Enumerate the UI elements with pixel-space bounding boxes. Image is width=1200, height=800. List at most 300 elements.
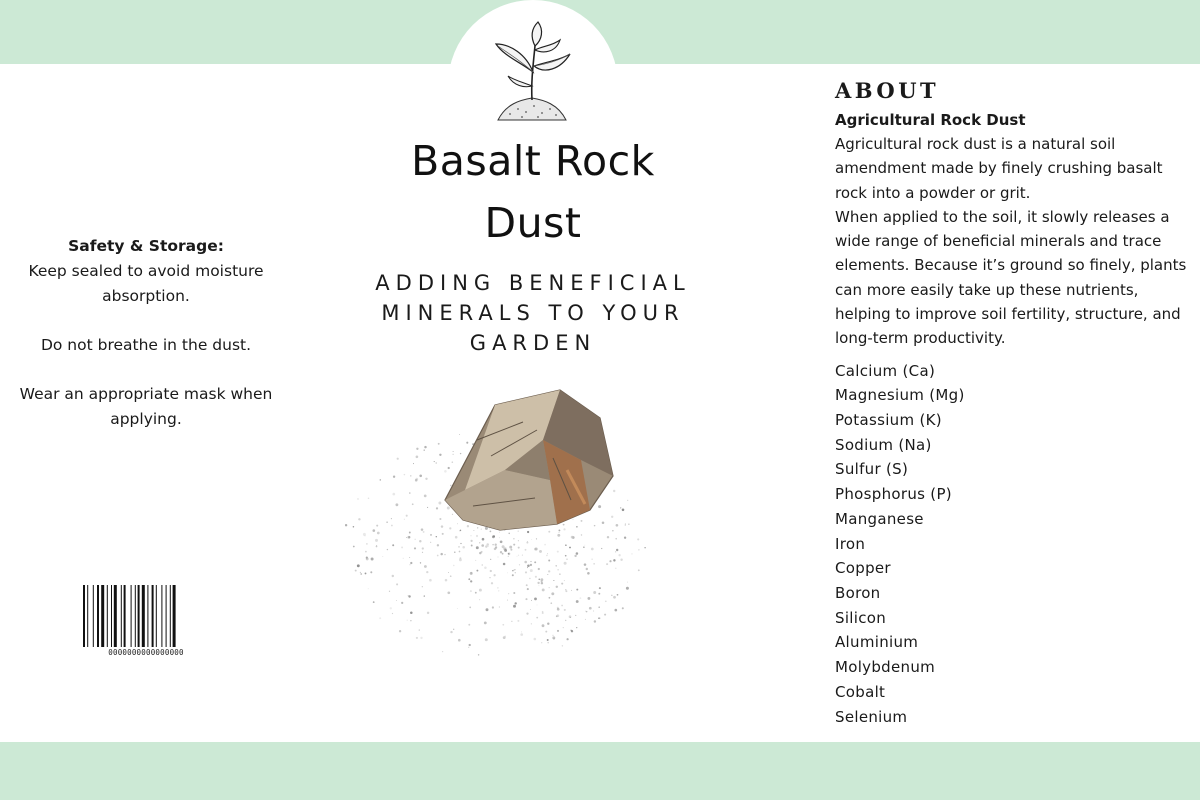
dust-particle xyxy=(502,553,504,555)
dust-particle xyxy=(559,532,560,533)
dust-particle xyxy=(576,589,578,591)
dust-particle xyxy=(499,607,500,608)
dust-particle xyxy=(557,534,560,537)
dust-particle xyxy=(589,607,592,610)
dust-particle xyxy=(561,583,563,585)
safety-line-mask: Wear an appropriate mask when applying. xyxy=(19,385,273,428)
dust-particle xyxy=(370,571,372,573)
dust-particle xyxy=(548,570,550,572)
dust-particle xyxy=(526,584,528,586)
dust-particle xyxy=(454,552,455,553)
dust-particle xyxy=(490,559,491,560)
barcode-bar xyxy=(83,585,85,647)
dust-particle xyxy=(613,490,615,492)
dust-particle xyxy=(527,588,529,590)
dust-particle xyxy=(537,604,538,605)
dust-particle xyxy=(499,537,500,538)
dust-particle xyxy=(397,458,399,460)
dust-particle xyxy=(392,613,393,614)
about-paragraph-1: Agricultural rock dust is a natural soil amendment made by finely crushing basalt rock into a powder or grit. xyxy=(835,135,1163,202)
dust-particle xyxy=(401,546,403,548)
barcode-bar xyxy=(93,585,94,647)
dust-particle xyxy=(377,532,380,535)
dust-particle xyxy=(504,636,506,638)
dust-particle xyxy=(536,617,538,619)
dust-particle xyxy=(410,611,413,614)
dust-particle xyxy=(536,538,537,539)
dust-particle xyxy=(545,631,547,633)
dust-particle xyxy=(534,548,537,551)
dust-particle xyxy=(518,540,519,541)
dust-particle xyxy=(530,561,531,562)
dust-particle xyxy=(470,572,473,575)
dust-particle xyxy=(616,524,619,527)
dust-particle xyxy=(613,559,615,561)
dust-particle xyxy=(525,549,527,551)
dust-particle xyxy=(599,587,601,589)
dust-particle xyxy=(530,569,533,572)
dust-particle xyxy=(424,449,425,450)
dust-particle xyxy=(527,564,530,567)
dust-particle xyxy=(512,574,514,576)
dust-particle xyxy=(392,575,394,577)
mineral-item: Sodium (Na) xyxy=(835,435,932,454)
dust-particle xyxy=(401,602,403,604)
dust-particle xyxy=(479,542,480,543)
dust-particle xyxy=(513,544,515,546)
dust-particle xyxy=(410,562,412,564)
dust-particle xyxy=(497,587,498,588)
dust-particle xyxy=(586,611,588,613)
dust-particle xyxy=(409,532,411,534)
dust-particle xyxy=(548,560,550,562)
dust-particle xyxy=(557,614,560,617)
dust-particle xyxy=(614,609,617,612)
dust-particle xyxy=(450,575,452,577)
dust-particle xyxy=(420,562,421,563)
dust-particle xyxy=(531,600,532,601)
dust-particle xyxy=(604,614,606,616)
dust-particle xyxy=(452,454,453,455)
dust-particle xyxy=(598,617,599,618)
dust-particle xyxy=(584,545,585,546)
about-section xyxy=(835,76,1197,729)
dust-particle xyxy=(425,478,427,480)
bottom-band xyxy=(0,742,1200,800)
dust-particle xyxy=(429,579,432,582)
dust-particle xyxy=(453,451,454,452)
dust-particle xyxy=(508,553,511,556)
dust-particle xyxy=(521,631,522,632)
dust-particle xyxy=(473,530,474,531)
dust-particle xyxy=(422,586,423,587)
dust-particle xyxy=(517,620,519,622)
dust-particle xyxy=(606,563,608,565)
dust-particle xyxy=(363,533,366,536)
dust-particle xyxy=(552,635,553,636)
minerals-list xyxy=(835,359,1197,730)
dust-particle xyxy=(569,547,571,549)
dust-particle xyxy=(557,608,560,611)
dust-particle xyxy=(514,602,516,604)
dust-particle xyxy=(408,595,410,597)
dust-particle xyxy=(601,548,602,549)
dust-particle xyxy=(447,507,450,510)
product-title xyxy=(350,130,716,254)
dust-particle xyxy=(422,552,423,553)
dust-particle xyxy=(360,573,362,575)
dust-particle xyxy=(479,599,480,600)
dust-particle xyxy=(419,474,422,477)
dust-particle xyxy=(513,538,514,539)
dust-particle xyxy=(386,521,388,523)
product-title-line-2: Dust xyxy=(484,199,582,247)
dust-particle xyxy=(459,559,462,562)
dust-particle xyxy=(625,524,627,526)
dust-particle xyxy=(373,529,376,532)
dust-particle xyxy=(424,446,426,448)
dust-particle xyxy=(571,590,572,591)
dust-particle xyxy=(542,588,545,591)
dust-particle xyxy=(477,527,478,528)
dust-particle xyxy=(409,557,410,558)
barcode-bar xyxy=(152,585,154,647)
dust-particle xyxy=(564,609,566,611)
dust-particle xyxy=(439,454,441,456)
dust-particle xyxy=(376,545,377,546)
dust-particle xyxy=(479,552,481,554)
dust-particle xyxy=(414,547,416,549)
dust-particle xyxy=(470,540,472,542)
tagline-line-2: MINERALS TO YOUR xyxy=(381,301,685,325)
dust-particle xyxy=(391,525,393,527)
dust-particle xyxy=(558,529,560,531)
dust-particle xyxy=(518,530,519,531)
dust-particle xyxy=(466,442,468,444)
dust-particle xyxy=(571,536,574,539)
barcode-bar xyxy=(135,585,136,647)
dust-particle xyxy=(550,602,552,604)
dust-particle xyxy=(556,586,558,588)
dust-particle xyxy=(421,528,424,531)
mineral-item: Potassium (K) xyxy=(835,411,942,430)
dust-particle xyxy=(637,538,639,540)
dust-particle xyxy=(410,620,411,621)
dust-particle xyxy=(396,583,398,585)
dust-particle xyxy=(373,601,375,603)
dust-particle xyxy=(541,642,542,643)
dust-particle xyxy=(564,562,567,565)
dust-particle xyxy=(583,547,584,548)
mineral-item: Phosphorus (P) xyxy=(835,485,952,504)
dust-particle xyxy=(440,553,442,555)
dust-particle xyxy=(436,462,437,463)
dust-particle xyxy=(441,525,443,527)
mineral-item: Boron xyxy=(835,584,881,602)
dust-particle xyxy=(365,572,367,574)
dust-particle xyxy=(537,582,539,584)
dust-particle xyxy=(438,502,441,505)
barcode-bar xyxy=(111,585,112,647)
safety-heading: Safety & Storage: xyxy=(68,237,224,255)
dust-particle xyxy=(538,585,539,586)
dust-particle xyxy=(531,623,532,624)
dust-particle xyxy=(508,556,509,557)
dust-particle xyxy=(448,572,449,573)
dust-particle xyxy=(368,497,370,499)
dust-particle xyxy=(458,546,459,547)
dust-particle xyxy=(617,594,619,596)
dust-particle xyxy=(490,531,492,533)
dust-particle xyxy=(416,455,419,458)
dust-particle xyxy=(638,569,640,571)
dust-particle xyxy=(427,612,429,614)
dust-particle xyxy=(481,544,484,547)
dust-particle xyxy=(475,560,476,561)
dust-particle xyxy=(611,516,613,518)
dust-particle xyxy=(409,564,410,565)
dust-particle xyxy=(632,553,633,554)
dust-particle xyxy=(547,642,549,644)
dust-particle xyxy=(571,630,573,632)
dust-particle xyxy=(460,453,461,454)
dust-particle xyxy=(627,500,628,501)
dust-particle xyxy=(357,564,360,567)
dust-particle xyxy=(459,434,460,435)
mineral-item: Molybdenum xyxy=(835,658,936,677)
dust-particle xyxy=(470,580,472,582)
dust-particle xyxy=(452,514,453,515)
dust-particle xyxy=(444,554,445,555)
dust-particle xyxy=(476,570,478,572)
tagline-line-3: GARDEN xyxy=(469,331,597,355)
dust-particle xyxy=(547,574,548,575)
dust-particle xyxy=(542,624,545,627)
mineral-item: Copper xyxy=(835,559,891,578)
dust-particle xyxy=(404,474,405,475)
dust-particle xyxy=(573,519,574,520)
dust-particle xyxy=(436,536,437,537)
dust-particle xyxy=(478,654,479,655)
dust-particle xyxy=(526,542,528,544)
dust-particle xyxy=(620,507,621,508)
dust-particle xyxy=(392,493,395,496)
dust-particle xyxy=(481,528,482,529)
dust-particle xyxy=(548,531,550,533)
barcode-bar xyxy=(156,585,157,647)
dust-particle xyxy=(547,622,549,624)
dust-particle xyxy=(580,597,582,599)
dust-particle xyxy=(447,591,450,594)
dust-particle xyxy=(416,448,418,450)
mineral-item: Manganese xyxy=(835,509,924,528)
dust-particle xyxy=(419,540,421,542)
dust-particle xyxy=(406,537,407,538)
dust-particle xyxy=(609,560,611,562)
dust-particle xyxy=(547,639,549,641)
dust-particle xyxy=(500,540,503,543)
dust-particle xyxy=(491,582,493,584)
dust-particle xyxy=(517,556,518,557)
dust-particle xyxy=(538,578,540,580)
dust-particle xyxy=(584,563,587,566)
dust-particle xyxy=(389,591,390,592)
dust-particle xyxy=(544,544,546,546)
dust-particle xyxy=(520,633,523,636)
dust-particle xyxy=(469,644,471,646)
barcode-bar xyxy=(147,585,148,647)
dust-particle xyxy=(624,537,626,539)
dust-particle xyxy=(563,627,564,628)
mineral-item: Magnesium (Mg) xyxy=(835,386,965,405)
dust-particle xyxy=(406,515,408,517)
tagline-line-1: ADDING BENEFICIAL xyxy=(375,271,691,295)
dust-particle xyxy=(587,572,590,575)
dust-particle xyxy=(549,587,550,588)
dust-particle xyxy=(522,555,523,556)
dust-particle xyxy=(375,539,378,542)
dust-particle xyxy=(615,538,617,540)
dust-particle xyxy=(576,552,579,555)
dust-particle xyxy=(497,556,498,557)
dust-particle xyxy=(453,629,454,630)
barcode-bar xyxy=(142,585,145,647)
dust-particle xyxy=(393,476,395,478)
dust-particle xyxy=(444,470,447,473)
dust-particle xyxy=(458,639,461,642)
dust-particle xyxy=(524,561,527,564)
mineral-item: Aluminium xyxy=(835,633,919,652)
dust-particle xyxy=(628,524,629,525)
dust-particle xyxy=(518,555,519,556)
dust-particle xyxy=(531,539,532,540)
dust-particle xyxy=(427,507,428,508)
mineral-item: Cobalt xyxy=(835,682,886,701)
product-title-line-1: Basalt Rock xyxy=(411,137,655,185)
dust-particle xyxy=(527,531,529,533)
dust-particle xyxy=(382,556,383,557)
barcode xyxy=(82,585,210,647)
dust-particle xyxy=(493,574,495,576)
dust-particle xyxy=(534,561,536,563)
dust-particle xyxy=(586,568,588,570)
dust-particle xyxy=(566,559,567,560)
dust-particle xyxy=(468,647,469,648)
dust-particle xyxy=(518,547,520,549)
dust-particle xyxy=(422,547,424,549)
dust-particle xyxy=(423,531,425,533)
barcode-bar xyxy=(138,585,140,647)
safety-storage xyxy=(12,234,280,456)
dust-particle xyxy=(563,528,565,530)
dust-particle xyxy=(561,605,563,607)
dust-particle xyxy=(510,549,512,551)
dust-particle xyxy=(615,551,616,552)
about-heading: ABOUT xyxy=(835,78,940,103)
barcode-bar xyxy=(131,585,132,647)
dust-particle xyxy=(476,535,478,537)
dust-particle xyxy=(539,550,542,553)
about-paragraph-2: When applied to the soil, it slowly releases a wide range of beneficial minerals and trace elements. Because it’s ground so finely, plants can more easily take up these nutrients, helping to improve soil fertility, structure, and long-term productivity. xyxy=(835,207,1187,348)
dust-particle xyxy=(644,547,645,548)
dust-particle xyxy=(469,607,471,609)
dust-particle xyxy=(392,544,394,546)
dust-particle xyxy=(357,498,358,499)
dust-particle xyxy=(576,526,578,528)
sprout-icon xyxy=(490,20,574,124)
dust-particle xyxy=(555,565,556,566)
dust-particle xyxy=(565,590,567,592)
dust-particle xyxy=(453,565,454,566)
dust-particle xyxy=(415,478,418,481)
dust-particle xyxy=(553,580,554,581)
dust-particle xyxy=(493,535,495,537)
dust-particle xyxy=(416,637,418,639)
dust-particle xyxy=(626,587,629,590)
dust-particle xyxy=(430,542,431,543)
mineral-item: Silicon xyxy=(835,608,887,627)
about-subheading: Agricultural Rock Dust xyxy=(835,111,1026,129)
dust-particle xyxy=(638,549,639,550)
dust-particle xyxy=(479,589,482,592)
dust-particle xyxy=(460,530,461,531)
dust-particle xyxy=(593,591,596,594)
dust-particle xyxy=(565,620,566,621)
dust-particle xyxy=(594,620,596,622)
dust-particle xyxy=(471,545,473,547)
dust-particle xyxy=(612,530,613,531)
dust-particle xyxy=(538,568,540,570)
dust-particle xyxy=(553,638,555,640)
dust-particle xyxy=(485,545,487,547)
dust-particle xyxy=(565,544,567,546)
dust-particle xyxy=(557,551,559,553)
dust-particle xyxy=(492,606,494,608)
dust-particle xyxy=(455,536,458,539)
dust-particle xyxy=(450,485,451,486)
dust-particle xyxy=(565,555,567,557)
dust-particle xyxy=(530,564,532,566)
barcode-bar xyxy=(101,585,104,647)
barcode-bar xyxy=(121,585,122,647)
dust-particle xyxy=(470,535,471,536)
dust-particle xyxy=(437,544,439,546)
barcode-bar xyxy=(97,585,99,647)
barcode-bar xyxy=(173,585,176,647)
dust-particle xyxy=(442,651,443,652)
dust-particle xyxy=(407,620,408,621)
dust-particle xyxy=(445,579,448,582)
dust-particle xyxy=(593,563,594,564)
dust-particle xyxy=(563,524,565,526)
dust-particle xyxy=(430,534,432,536)
dust-particle xyxy=(581,520,583,522)
dust-particle xyxy=(424,495,427,498)
dust-particle xyxy=(549,597,551,599)
dust-particle xyxy=(591,548,594,551)
dust-particle xyxy=(622,509,625,512)
dust-particle xyxy=(486,543,489,546)
dust-particle xyxy=(576,600,579,603)
dust-particle xyxy=(542,611,544,613)
dust-particle xyxy=(557,630,559,632)
dust-particle xyxy=(360,572,361,573)
dust-particle xyxy=(587,597,590,600)
dust-particle xyxy=(434,461,435,462)
mineral-item: Selenium xyxy=(835,707,908,726)
dust-particle xyxy=(534,598,537,601)
dust-particle xyxy=(620,558,622,560)
